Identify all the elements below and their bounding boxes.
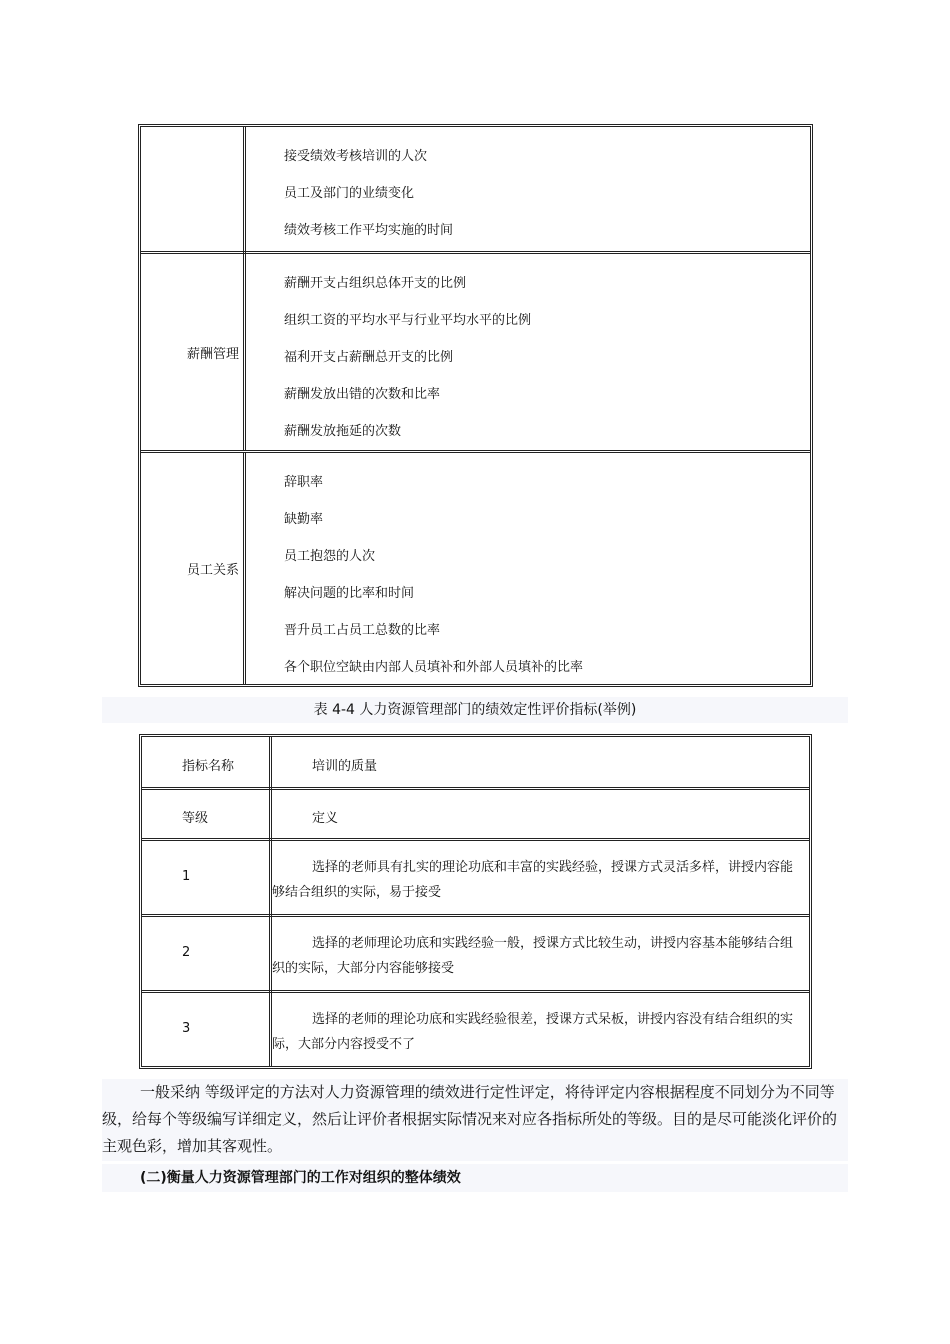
table-row <box>141 450 810 684</box>
table-row <box>142 737 809 788</box>
table-row <box>141 127 810 253</box>
hr-indicators-table <box>138 124 813 687</box>
indicator-item: 员工及部门的业绩变化 <box>284 186 415 201</box>
indicator-name-value: 培训的质量 <box>312 759 378 774</box>
indicator-item: 解决问题的比率和时间 <box>284 586 415 601</box>
indicator-item: 福利开支占薪酬总开支的比例 <box>284 350 454 365</box>
table-row <box>142 914 809 991</box>
category-cell: 薪酬管理 <box>141 254 246 451</box>
table-row <box>142 787 809 839</box>
indicator-item: 绩效考核工作平均实施的时间 <box>284 223 454 238</box>
level-header: 等级 <box>182 811 209 826</box>
paragraph-text: 一般采纳 等级评定的方法对人力资源管理的绩效进行定性评定，将待评定内容根据程度不同划分为不同等级，给每个等级编写详细定义，然后让评价者根据实际情况来对应各指标所处的等级。目的是尽可能淡化评价的主观色彩，增加其客观性。 <box>102 1083 838 1155</box>
indicator-item: 接受绩效考核培训的人次 <box>284 149 428 164</box>
section-heading-text: (二)衡量人力资源管理部门的工作对组织的整体绩效 <box>140 1170 461 1186</box>
definition-header: 定义 <box>312 811 339 826</box>
body-paragraph <box>102 1079 848 1161</box>
indicator-item: 组织工资的平均水平与行业平均水平的比例 <box>284 313 532 328</box>
indicator-item: 薪酬开支占组织总体开支的比例 <box>284 276 467 291</box>
category-cell: 员工关系 <box>141 453 246 684</box>
table-row <box>142 838 809 915</box>
indicator-item: 薪酬发放出错的次数和比率 <box>284 387 441 402</box>
level-definition: 选择的老师的理论功底和实践经验很差，授课方式呆板，讲授内容没有结合组织的实际，大部分内容授受不了 <box>272 1012 794 1052</box>
indicator-item: 薪酬发放拖延的次数 <box>284 424 402 439</box>
indicator-name-label: 指标名称 <box>182 759 235 774</box>
indicator-item: 各个职位空缺由内部人员填补和外部人员填补的比率 <box>284 660 584 675</box>
indicator-item: 缺勤率 <box>284 512 324 527</box>
table-caption: 表 4-4 人力资源管理部门的绩效定性评价指标(举例) <box>102 697 848 723</box>
level-number: 2 <box>182 945 191 960</box>
table-row <box>141 251 810 451</box>
table-row <box>142 990 809 1066</box>
level-number: 1 <box>182 869 191 884</box>
section-heading <box>102 1164 848 1192</box>
indicator-item: 晋升员工占员工总数的比率 <box>284 623 441 638</box>
indicator-item: 员工抱怨的人次 <box>284 549 376 564</box>
category-cell <box>141 127 246 253</box>
level-definition: 选择的老师具有扎实的理论功底和丰富的实践经验，授课方式灵活多样，讲授内容能够结合组织的实际，易于接受 <box>272 860 794 900</box>
level-number: 3 <box>182 1021 191 1036</box>
indicator-item: 辞职率 <box>284 475 324 490</box>
level-definition: 选择的老师理论功底和实践经验一般，授课方式比较生动，讲授内容基本能够结合组织的实际，大部分内容能够接受 <box>272 936 794 976</box>
qualitative-evaluation-table <box>139 734 812 1069</box>
